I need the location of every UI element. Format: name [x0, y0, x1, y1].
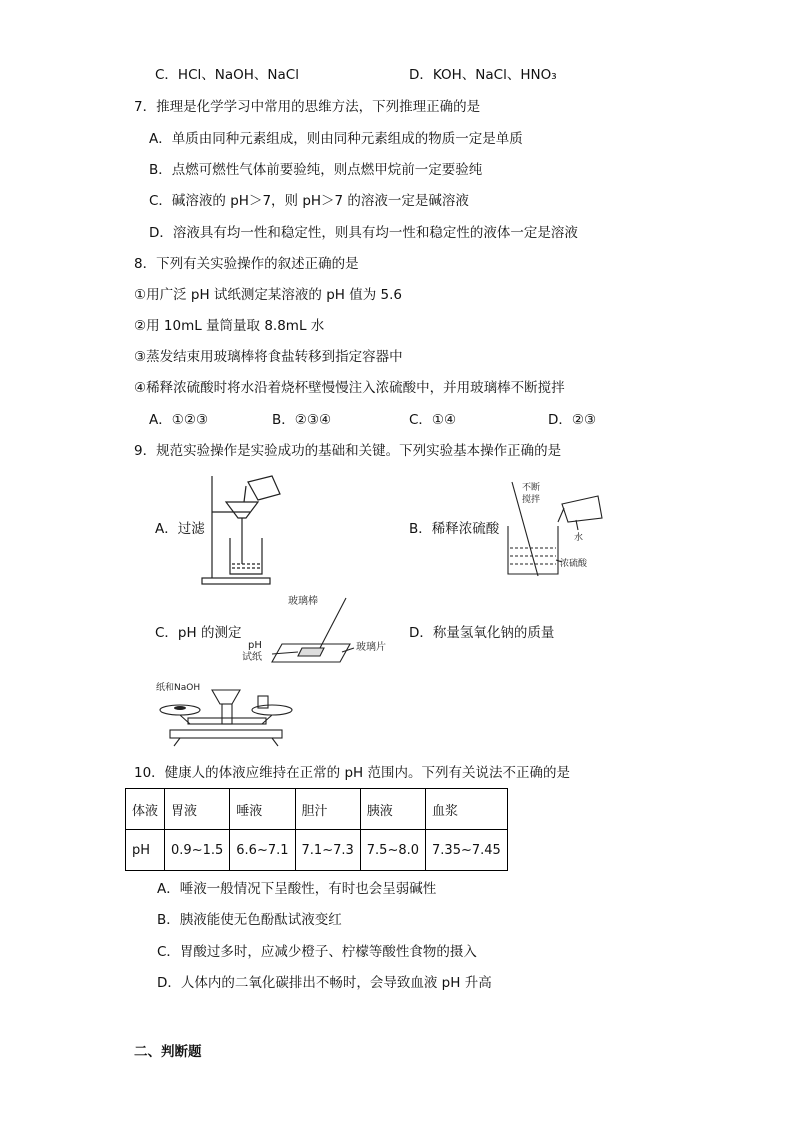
q10-option-a: A．唾液一般情况下呈酸性，有时也会呈弱碱性 — [157, 881, 437, 897]
q8-option-b: B．②③④ — [272, 412, 332, 428]
q7-option-d: D．溶液具有均一性和稳定性，则具有均一性和稳定性的液体一定是溶液 — [149, 225, 578, 241]
filtration-figure — [200, 468, 292, 586]
q9-option-b: B．稀释浓硫酸 — [409, 521, 500, 537]
q6-option-d: D．KOH、NaCl、HNO₃ — [409, 67, 557, 83]
table-cell: 7.35~7.45 — [426, 830, 508, 871]
q8-statement-2: ②用 10mL 量筒量取 8.8mL 水 — [134, 318, 325, 334]
ph-test-figure — [238, 592, 398, 670]
table-cell: pH — [126, 830, 165, 871]
ph-rod-label: 玻璃棒 — [288, 596, 318, 607]
q10-option-c: C．胃酸过多时，应减少橙子、柠檬等酸性食物的摄入 — [157, 944, 477, 960]
ph-table-value-row — [126, 830, 508, 871]
table-cell: 6.6~7.1 — [230, 830, 295, 871]
ph-table — [125, 788, 508, 871]
q9-option-a: A．过滤 — [155, 521, 205, 537]
dilution-acid-label: 浓硫酸 — [560, 559, 588, 569]
table-cell: 体液 — [126, 789, 165, 830]
ph-paper-label-2: 试纸 — [242, 652, 262, 663]
q9-stem: 9．规范实验操作是实验成功的基础和关键。下列实验基本操作正确的是 — [134, 443, 562, 459]
ph-glass-label: 玻璃片 — [356, 642, 386, 653]
ph-paper-label: pH — [248, 640, 262, 651]
table-cell: 血浆 — [426, 789, 508, 830]
table-cell: 胰液 — [360, 789, 425, 830]
table-cell: 胃液 — [165, 789, 230, 830]
balance-figure — [150, 680, 300, 750]
q8-option-c: C．①④ — [409, 412, 457, 428]
table-cell: 唾液 — [230, 789, 295, 830]
dilution-stir-label: 不断 — [522, 483, 541, 493]
table-cell: 7.1~7.3 — [295, 830, 360, 871]
dilution-figure — [500, 478, 610, 580]
q8-stem: 8．下列有关实验操作的叙述正确的是 — [134, 256, 359, 272]
q7-option-b: B．点燃可燃性气体前要验纯，则点燃甲烷前一定要验纯 — [149, 162, 483, 178]
q7-option-a: A．单质由同种元素组成，则由同种元素组成的物质一定是单质 — [149, 131, 523, 147]
dilution-water-label: 水 — [574, 533, 584, 543]
q10-stem: 10．健康人的体液应维持在正常的 pH 范围内。下列有关说法不正确的是 — [134, 765, 570, 781]
dilution-stir-label-2: 搅拌 — [522, 495, 541, 505]
q8-option-a: A．①②③ — [149, 412, 209, 428]
q10-option-b: B．胰液能使无色酚酞试液变红 — [157, 912, 342, 928]
q9-option-d: D．称量氢氧化钠的质量 — [409, 625, 555, 641]
table-cell: 0.9~1.5 — [165, 830, 230, 871]
q8-statement-3: ③蒸发结束用玻璃棒将食盐转移到指定容器中 — [134, 349, 403, 365]
q8-statement-1: ①用广泛 pH 试纸测定某溶液的 pH 值为 5.6 — [134, 287, 402, 303]
q7-stem: 7．推理是化学学习中常用的思维方法，下列推理正确的是 — [134, 99, 481, 115]
q6-option-c: C．HCl、NaOH、NaCl — [155, 67, 299, 83]
table-cell: 胆汁 — [295, 789, 360, 830]
ph-table-header-row — [126, 789, 508, 830]
q8-statement-4: ④稀释浓硫酸时将水沿着烧杯壁慢慢注入浓硫酸中，并用玻璃棒不断搅拌 — [134, 380, 565, 396]
q8-option-d: D．②③ — [548, 412, 597, 428]
balance-sample-label: 纸和NaOH — [156, 683, 201, 693]
section-title: 二、判断题 — [134, 1044, 202, 1060]
table-cell: 7.5~8.0 — [360, 830, 425, 871]
q10-option-d: D．人体内的二氧化碳排出不畅时，会导致血液 pH 升高 — [157, 975, 492, 991]
q7-option-c: C．碱溶液的 pH＞7，则 pH＞7 的溶液一定是碱溶液 — [149, 193, 469, 209]
q9-option-c: C．pH 的测定 — [155, 625, 242, 641]
